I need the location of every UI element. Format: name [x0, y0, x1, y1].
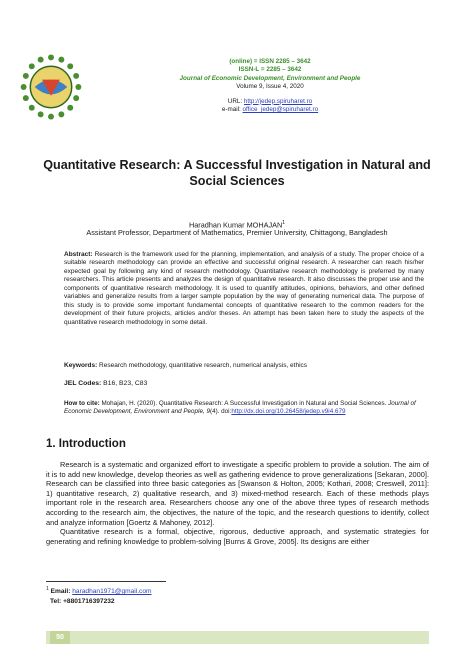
citation-text-start: Mohajan, H. (2020). Quantitative Research: A Successful Investigation in Natural and Social Sciences. [101, 400, 389, 407]
issn-l: ISSN-L = 2285 – 3642 [238, 66, 302, 74]
keywords [64, 362, 424, 370]
jel-label: JEL Codes: [64, 380, 104, 387]
introduction-paragraph-2: Quantitative research is a formal, objective, rigorous, deductive approach, and systematic strategies for generating and refining knowledge to problem-solving [Burns & Grove, 2005]. Its designs are either [46, 527, 429, 546]
page-footer-bar [46, 631, 429, 644]
jel-text: B16, B23, C83 [103, 380, 148, 387]
journal-logo-icon [14, 50, 88, 124]
citation-text-mid: (4). doi: [209, 408, 232, 416]
keywords-text: Research methodology, quantitative research, numerical analysis, ethics [99, 362, 308, 369]
footnote-tel-text: Tel: +8801716397232 [50, 597, 115, 605]
journal-email-link[interactable]: office_jedep@spiruharet.ro [242, 106, 319, 114]
citation-label: How to cite: [64, 400, 102, 407]
citation-journal: Journal of Economic Development, Environment and People, 9 [64, 400, 416, 416]
footnote-mark: 1 [46, 586, 49, 592]
author-footnote-mark: 1 [282, 220, 286, 226]
citation-doi-link[interactable]: http://dx.doi.org/10.26458/jedep.v9i4.679 [231, 408, 346, 416]
introduction-body [46, 460, 429, 546]
footnote-tel [46, 597, 346, 607]
paper-title: Quantitative Research: A Successful Investigation in Natural and Social Sciences [43, 158, 431, 188]
page-number: 50 [50, 631, 70, 644]
footnote-email-link[interactable]: haradhan1971@gmail.com [72, 588, 152, 596]
abstract [64, 251, 424, 327]
abstract-label: Abstract: [64, 251, 95, 258]
journal-header [120, 58, 420, 114]
abstract-text: Research is the framework used for the planning, implementation, and analysis of a study. The proper choice of a suitable research methodology can provide an effective and successful original research. A researcher can reach his/her expected goal by following any kind of research methodology. Quantitative research methodology is preferred by many researchers. This article presents and analyzes the design of quantitative research. It also discusses the proper use and the components of quantitative research methodology. It is used to quantify attitudes, opinions, behaviors, and other defined variables and generalize results from a larger sample population by the way of generating numerical data. The purpose of this study is to provide some important fundamental concepts of quantitative research to the common readers for the development of their future projects, articles and/or theses. An attempt has been taken here to study the aspects of the quantitative research methodology in some detail. [64, 251, 424, 326]
footnote-email-line [46, 585, 346, 597]
keywords-label: Keywords: [64, 362, 100, 369]
journal-email-line [120, 106, 420, 114]
journal-url-line [120, 98, 420, 106]
introduction-paragraph-1: Research is a systematic and organized effort to investigate a specific problem to provide a solution. The aim of it is to add new knowledge, develop theories as well as gathering evidence to prove generalizations [Sekaran, 2000]. Research can be classified into three basic categories as [Swanson & Holton, 2005; Kothari, 2008; Creswell, 2011]: 1) quantitative research, 2) qualitative research, and 3) mixed-method research. Each of these methods plays important role in the research area. Researchers choose any one of the above three types of research methods according to the research aim, the objectives, the nature of the topic, and the research questions to identify, collect and analyze information [Goertz & Mahoney, 2012]. [46, 460, 429, 527]
author-affiliation: Assistant Professor, Department of Mathematics, Premier University, Chittagong, Bangladesh [86, 228, 388, 237]
footnote-divider [46, 581, 166, 582]
online-issn: (online) = ISSN 2285 – 3642 [229, 58, 311, 65]
url-label: URL: [227, 97, 244, 105]
section-heading-introduction: 1. Introduction [46, 438, 126, 450]
jel-codes [64, 380, 424, 388]
author-name-text: Haradhan Kumar MOHAJAN [188, 220, 283, 230]
citation [64, 400, 424, 417]
footnote-email-label: Email: [48, 588, 73, 596]
volume-issue: Volume 9, Issue 4, 2020 [236, 83, 304, 91]
journal-name: Journal of Economic Development, Environment and People [179, 74, 361, 82]
email-label: e-mail: [221, 106, 243, 114]
journal-url-link[interactable]: http://jedep.spiruharet.ro [243, 97, 313, 105]
footnote [46, 585, 346, 606]
